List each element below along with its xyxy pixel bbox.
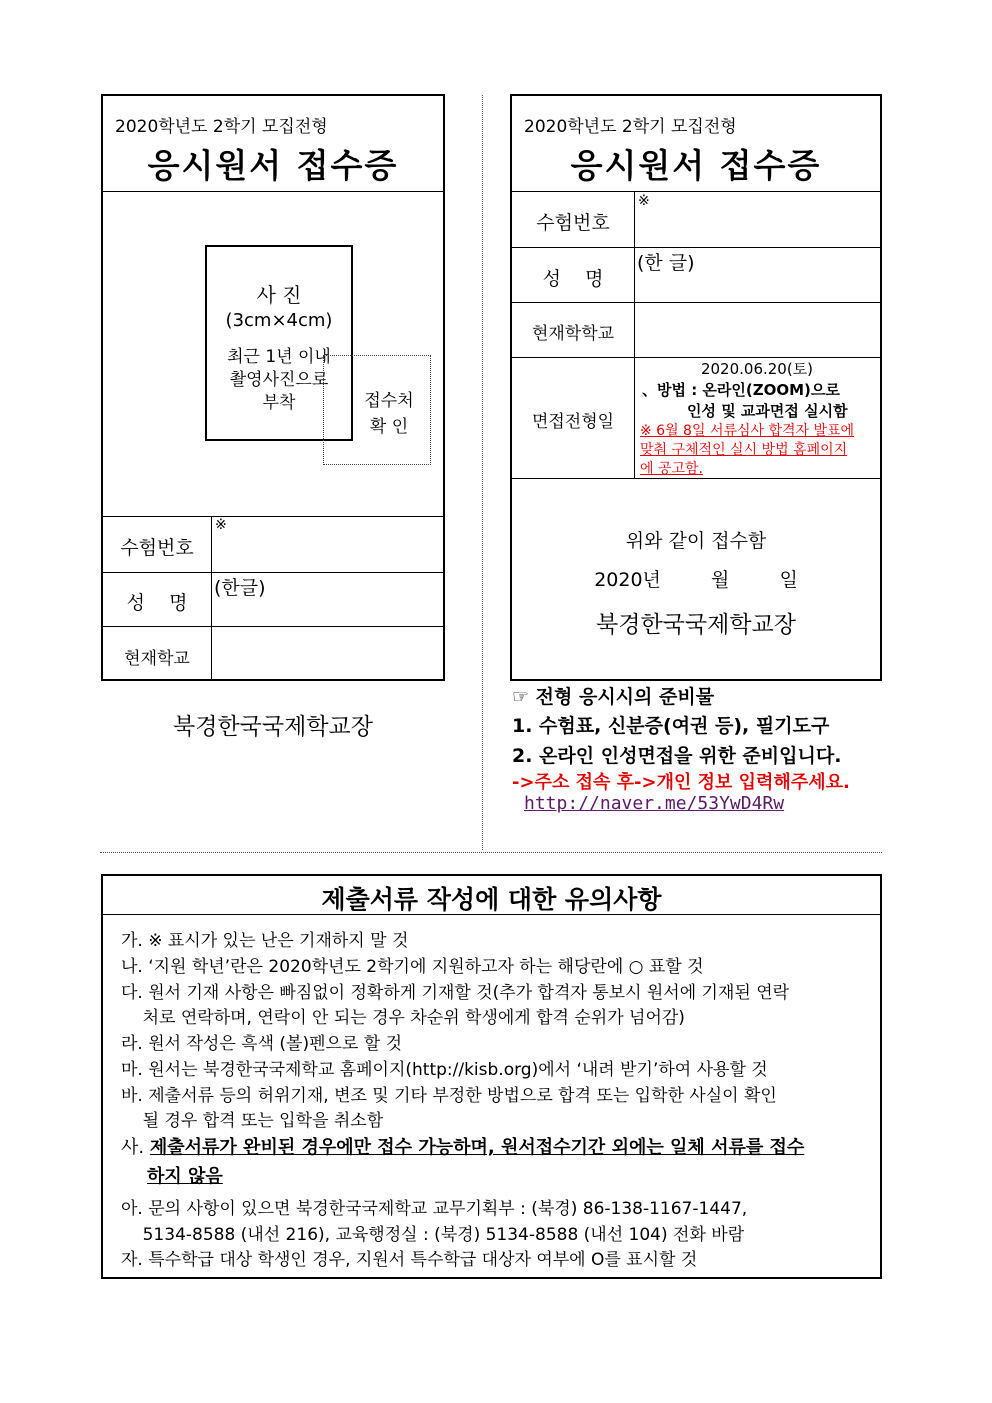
- right-subtitle: 2020학년도 2학기 모집전형: [524, 117, 737, 137]
- photo-note-1: 최근 1년 이내: [227, 347, 331, 367]
- notice-line-ba-1: 바. 제출서류 등의 허위기재, 변조 및 기타 부정한 방법으로 합격 또는 입학한 사실이 확인: [121, 1086, 777, 1106]
- notice-line-ga: 가. ※ 표시가 있는 난은 기재하지 말 것: [121, 931, 409, 951]
- left-title: 응시원서 접수증: [147, 146, 399, 185]
- right-col-divider: [634, 191, 635, 478]
- right-row-divider: [512, 302, 880, 303]
- left-name-label: 성 명: [126, 592, 188, 614]
- left-col-divider: [211, 516, 212, 679]
- left-row-divider: [103, 626, 443, 627]
- notice-line-na: 나. ‘지원 학년’란은 2020학년도 2학기에 지원하고자 하는 해당란에 ○ 표할 것: [121, 957, 704, 977]
- left-receipt-card: [101, 94, 445, 681]
- left-subtitle: 2020학년도 2학기 모집전형: [115, 117, 328, 137]
- right-name-hint: (한 글): [637, 252, 695, 274]
- interview-method-2: 인성 및 교과면접 실시함: [687, 402, 848, 420]
- right-exam-number-label: 수험번호: [536, 212, 610, 234]
- confirm-month: 월: [711, 569, 730, 591]
- stamp-box: [323, 355, 431, 465]
- prep-item-2: 2. 온라인 인성면접을 위한 준비입니다.: [512, 745, 842, 767]
- horizontal-separator: [100, 852, 882, 853]
- vertical-separator: [482, 95, 483, 850]
- photo-note-2: 촬영사진으로: [229, 370, 329, 390]
- confirm-day: 일: [779, 569, 798, 591]
- notice-line-a-2: 5134-8588 (내선 216), 교육행정실 : (북경) 5134-8588 (내선 104) 전화 바람: [121, 1225, 745, 1245]
- right-school-label: 현재학학교: [531, 324, 615, 344]
- prep-heading: ☞ 전형 응시시의 준비물: [512, 686, 715, 708]
- interview-date: 2020.06.20(토): [700, 360, 814, 378]
- notice-line-a-1: 아. 문의 사항이 있으면 북경한국국제학교 교무기획부 : (북경) 86-138-1167-1447,: [121, 1199, 748, 1219]
- notice-line-sa-1: [121, 1133, 804, 1159]
- notice-sa-emphasis: 제출서류가 완비된 경우에만 접수 가능하며, 원서접수기간 외에는 일체 서류를 접수: [149, 1137, 805, 1158]
- interview-red-note-3: 에 공고함.: [640, 461, 703, 477]
- left-title-divider: [103, 191, 443, 192]
- right-title-divider: [512, 191, 880, 192]
- interview-method-1: 、방법 : 온라인(ZOOM)으로: [642, 381, 840, 399]
- stamp-label-2: 확 인: [369, 417, 409, 437]
- prep-item-3: ->주소 접속 후->개인 정보 입력해주세요.: [512, 772, 850, 793]
- notice-line-ma: 마. 원서는 북경한국국제학교 홈페이지(http://kisb.org)에서 ‘내려 받기’하여 사용할 것: [121, 1060, 768, 1080]
- left-name-hint: (한글): [214, 577, 266, 599]
- stamp-label-1: 접수처: [364, 391, 414, 411]
- right-exam-number-mark: ※: [638, 193, 650, 209]
- left-row-divider: [103, 516, 443, 517]
- interview-red-note-1: ※ 6월 8일 서류심사 합격자 발표에: [640, 423, 855, 439]
- notice-title: 제출서류 작성에 대한 유의사항: [321, 885, 662, 914]
- left-exam-number-mark: ※: [215, 517, 227, 533]
- right-row-divider: [512, 247, 880, 248]
- interview-date-label: 면접전형일: [531, 412, 615, 432]
- interview-red-note-2: 맞춰 구체적인 실시 방법 홈페이지: [640, 442, 848, 458]
- right-title: 응시원서 접수증: [570, 146, 822, 185]
- confirm-date-row: [512, 565, 880, 592]
- prep-url-link[interactable]: http://naver.me/53YwD4Rw: [524, 793, 785, 814]
- prep-item-1: 1. 수험표, 신분증(여권 등), 필기도구: [512, 715, 830, 737]
- left-school-label: 현재학교: [124, 649, 190, 669]
- notice-box: [101, 874, 882, 1279]
- notice-title-divider: [103, 914, 880, 915]
- notice-line-ra: 라. 원서 작성은 흑색 (볼)펜으로 할 것: [121, 1034, 402, 1054]
- right-name-label: 성 명: [542, 268, 604, 290]
- photo-note-3: 부착: [262, 393, 296, 413]
- left-row-divider: [103, 572, 443, 573]
- right-row-divider: [512, 478, 880, 479]
- photo-label: 사 진: [256, 283, 302, 307]
- left-principal: 북경한국국제학교장: [173, 714, 373, 740]
- confirm-text: 위와 같이 접수함: [625, 530, 767, 552]
- right-receipt-card: [510, 94, 882, 681]
- notice-line-da-1: 다. 원서 기재 사항은 빠짐없이 정확하게 기재할 것(추가 합격자 통보시 원서에 기재된 연락: [121, 983, 790, 1003]
- notice-line-sa-2: 하지 않음: [147, 1166, 223, 1187]
- notice-line-da-2: 처로 연락하며, 연락이 안 되는 경우 차순위 학생에게 합격 순위가 넘어감): [121, 1008, 685, 1028]
- photo-size: (3cm×4cm): [225, 310, 333, 331]
- right-principal: 북경한국국제학교장: [596, 612, 796, 638]
- notice-line-ba-2: 될 경우 합격 또는 입학을 취소함: [121, 1111, 384, 1131]
- confirm-year: 2020년: [594, 569, 661, 591]
- notice-sa-prefix: 사.: [121, 1137, 150, 1158]
- left-exam-number-label: 수험번호: [120, 537, 194, 559]
- notice-line-ja: 자. 특수학급 대상 학생인 경우, 지원서 특수학급 대상자 여부에 O를 표시할 것: [121, 1250, 698, 1270]
